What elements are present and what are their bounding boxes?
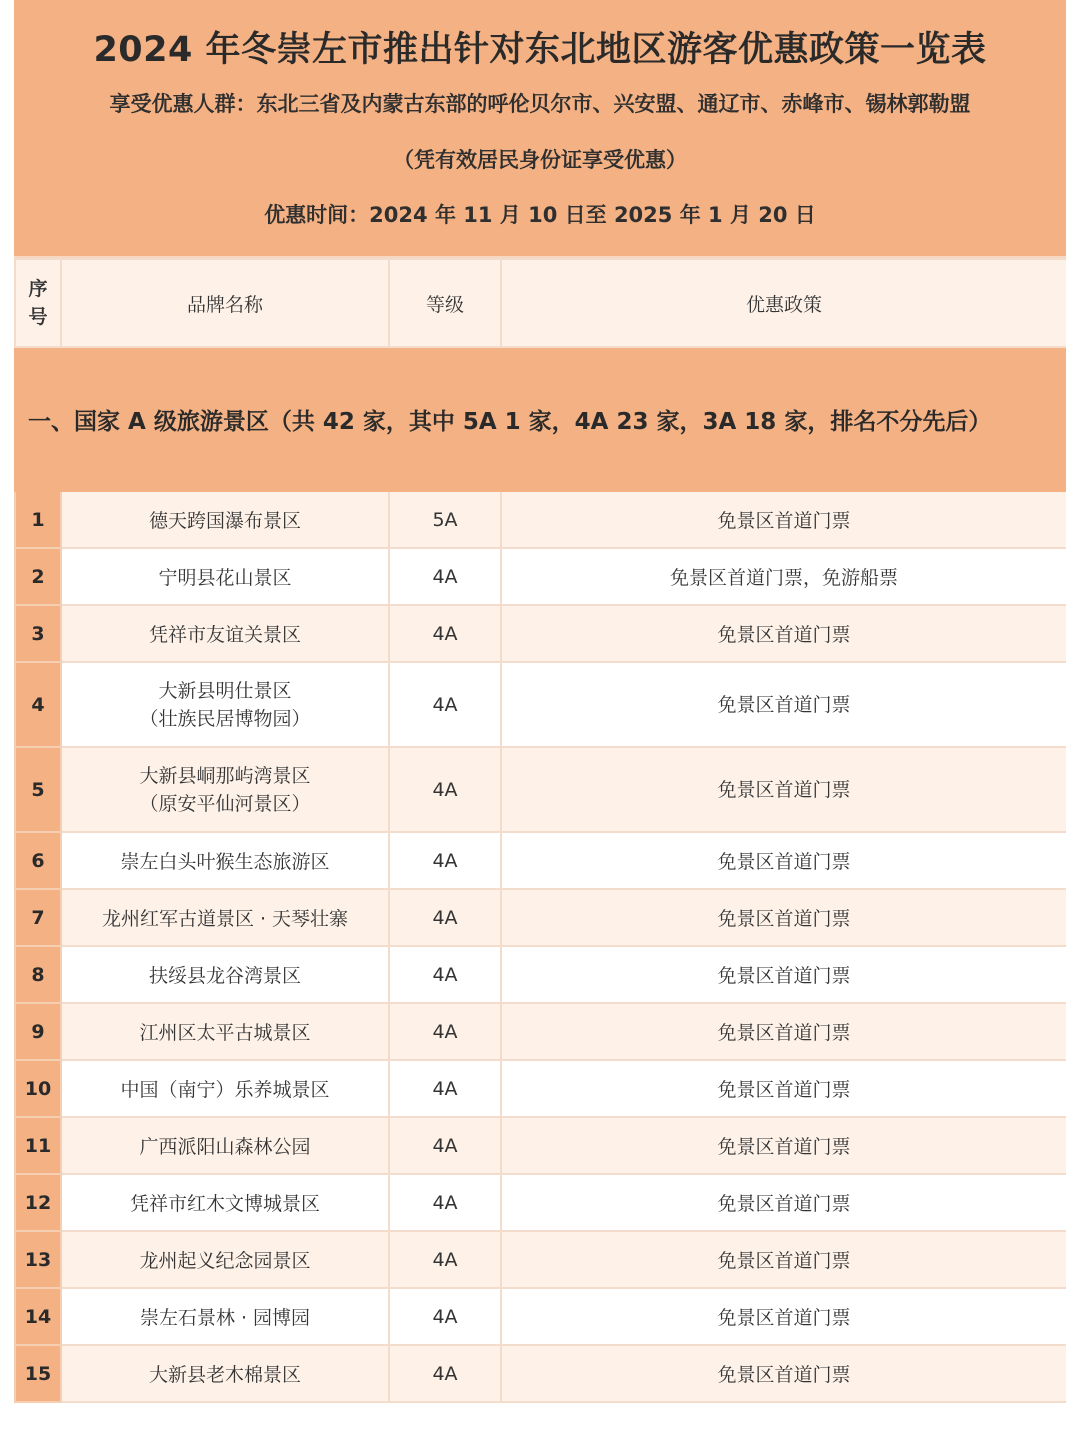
eligible-audience: 享受优惠人群：东北三省及内蒙古东部的呼伦贝尔市、兴安盟、通辽市、赤峰市、锡林郭勒盟 [109, 92, 971, 116]
brand-name-line: 宁明县花山景区 [158, 567, 292, 589]
table-row [15, 1117, 1066, 1174]
row-number: 5 [15, 747, 61, 832]
grade-level: 4A [389, 946, 501, 1003]
discount-policy: 免景区首道门票 [501, 1345, 1066, 1402]
discount-policy: 免景区首道门票 [501, 946, 1066, 1003]
row-number: 4 [15, 662, 61, 747]
table-row [15, 491, 1066, 548]
brand-name [61, 1117, 389, 1174]
brand-name [61, 1003, 389, 1060]
table-row [15, 548, 1066, 605]
grade-level: 4A [389, 832, 501, 889]
discount-policy: 免景区首道门票 [501, 1288, 1066, 1345]
discount-policy: 免景区首道门票 [501, 1060, 1066, 1117]
brand-name-line: 中国（南宁）乐养城景区 [120, 1079, 330, 1101]
table-row [15, 1345, 1066, 1402]
discount-policy: 免景区首道门票 [501, 1003, 1066, 1060]
column-header-level: 等级 [389, 259, 501, 347]
brand-name-subline: （原安平仙河景区） [139, 792, 311, 815]
brand-name [61, 1060, 389, 1117]
row-number: 6 [15, 832, 61, 889]
discount-policy: 免景区首道门票，免游船票 [501, 548, 1066, 605]
grade-level: 4A [389, 1060, 501, 1117]
table-row [15, 946, 1066, 1003]
section-header-row [15, 347, 1066, 491]
grade-level: 4A [389, 1174, 501, 1231]
brand-name [61, 491, 389, 548]
row-number: 10 [15, 1060, 61, 1117]
brand-name [61, 946, 389, 1003]
grade-level: 4A [389, 889, 501, 946]
row-number: 9 [15, 1003, 61, 1060]
brand-name-line: 江州区太平古城景区 [139, 1022, 311, 1044]
row-number: 7 [15, 889, 61, 946]
grade-level: 4A [389, 1117, 501, 1174]
grade-level: 4A [389, 1003, 501, 1060]
table-row [15, 747, 1066, 832]
brand-name [61, 889, 389, 946]
table-row [15, 1003, 1066, 1060]
brand-name-line: 龙州起义纪念园景区 [139, 1250, 311, 1272]
grade-level: 4A [389, 1288, 501, 1345]
discount-policy: 免景区首道门票 [501, 832, 1066, 889]
discount-policy: 免景区首道门票 [501, 889, 1066, 946]
brand-name-line: 大新县明仕景区 [158, 679, 292, 702]
table-row [15, 832, 1066, 889]
column-header-brand: 品牌名称 [61, 259, 389, 347]
brand-name [61, 1345, 389, 1402]
table-row [15, 662, 1066, 747]
page-title: 2024 年冬崇左市推出针对东北地区游客优惠政策一览表 [93, 30, 987, 70]
row-number: 3 [15, 605, 61, 662]
brand-name [61, 1288, 389, 1345]
brand-name [61, 1174, 389, 1231]
discount-policy: 免景区首道门票 [501, 605, 1066, 662]
id-card-note: （凭有效居民身份证享受优惠） [393, 148, 687, 172]
policy-table [14, 258, 1066, 1403]
table-row [15, 1231, 1066, 1288]
brand-name-line: 龙州红军古道景区 · 天琴壮寨 [101, 908, 349, 930]
discount-policy: 免景区首道门票 [501, 662, 1066, 747]
brand-name-line: 广西派阳山森林公园 [139, 1136, 311, 1158]
section-title: 一、国家 A 级旅游景区（共 42 家，其中 5A 1 家，4A 23 家，3A 18 家，排名不分先后） [15, 347, 1066, 491]
brand-name [61, 1231, 389, 1288]
row-number: 13 [15, 1231, 61, 1288]
row-number: 15 [15, 1345, 61, 1402]
row-number: 1 [15, 491, 61, 548]
brand-name-line: 崇左白头叶猴生态旅游区 [120, 851, 330, 873]
discount-policy: 免景区首道门票 [501, 747, 1066, 832]
table-row [15, 605, 1066, 662]
discount-policy: 免景区首道门票 [501, 1174, 1066, 1231]
grade-level: 5A [389, 491, 501, 548]
column-header-seq: 序 号 [15, 259, 61, 347]
grade-level: 4A [389, 605, 501, 662]
table-row [15, 889, 1066, 946]
row-number: 8 [15, 946, 61, 1003]
row-number: 2 [15, 548, 61, 605]
brand-name-subline: （壮族民居博物园） [139, 707, 311, 730]
brand-name-line: 崇左石景林 · 园博园 [139, 1307, 311, 1329]
brand-name-line: 凭祥市友谊关景区 [148, 624, 301, 646]
brand-name-line: 扶绥县龙谷湾景区 [148, 965, 301, 987]
grade-level: 4A [389, 747, 501, 832]
table-row [15, 1060, 1066, 1117]
sheet-header [14, 0, 1066, 258]
brand-name-line: 大新县老木棉景区 [148, 1364, 301, 1386]
grade-level: 4A [389, 1231, 501, 1288]
row-number: 12 [15, 1174, 61, 1231]
brand-name [61, 832, 389, 889]
row-number: 11 [15, 1117, 61, 1174]
row-number: 14 [15, 1288, 61, 1345]
discount-policy: 免景区首道门票 [501, 1231, 1066, 1288]
brand-name-line: 德天跨国瀑布景区 [148, 510, 301, 532]
column-header-row [15, 259, 1066, 347]
grade-level: 4A [389, 662, 501, 747]
brand-name-line: 大新县峒那屿湾景区 [139, 764, 311, 787]
brand-name [61, 548, 389, 605]
table-row [15, 1174, 1066, 1231]
table-row [15, 1288, 1066, 1345]
grade-level: 4A [389, 1345, 501, 1402]
column-header-policy: 优惠政策 [501, 259, 1066, 347]
policy-sheet [14, 0, 1066, 1439]
discount-period: 优惠时间：2024 年 11 月 10 日至 2025 年 1 月 20 日 [264, 203, 816, 227]
brand-name [61, 662, 389, 747]
brand-name [61, 605, 389, 662]
discount-policy: 免景区首道门票 [501, 1117, 1066, 1174]
discount-policy: 免景区首道门票 [501, 491, 1066, 548]
grade-level: 4A [389, 548, 501, 605]
brand-name [61, 747, 389, 832]
brand-name-line: 凭祥市红木文博城景区 [129, 1193, 320, 1215]
